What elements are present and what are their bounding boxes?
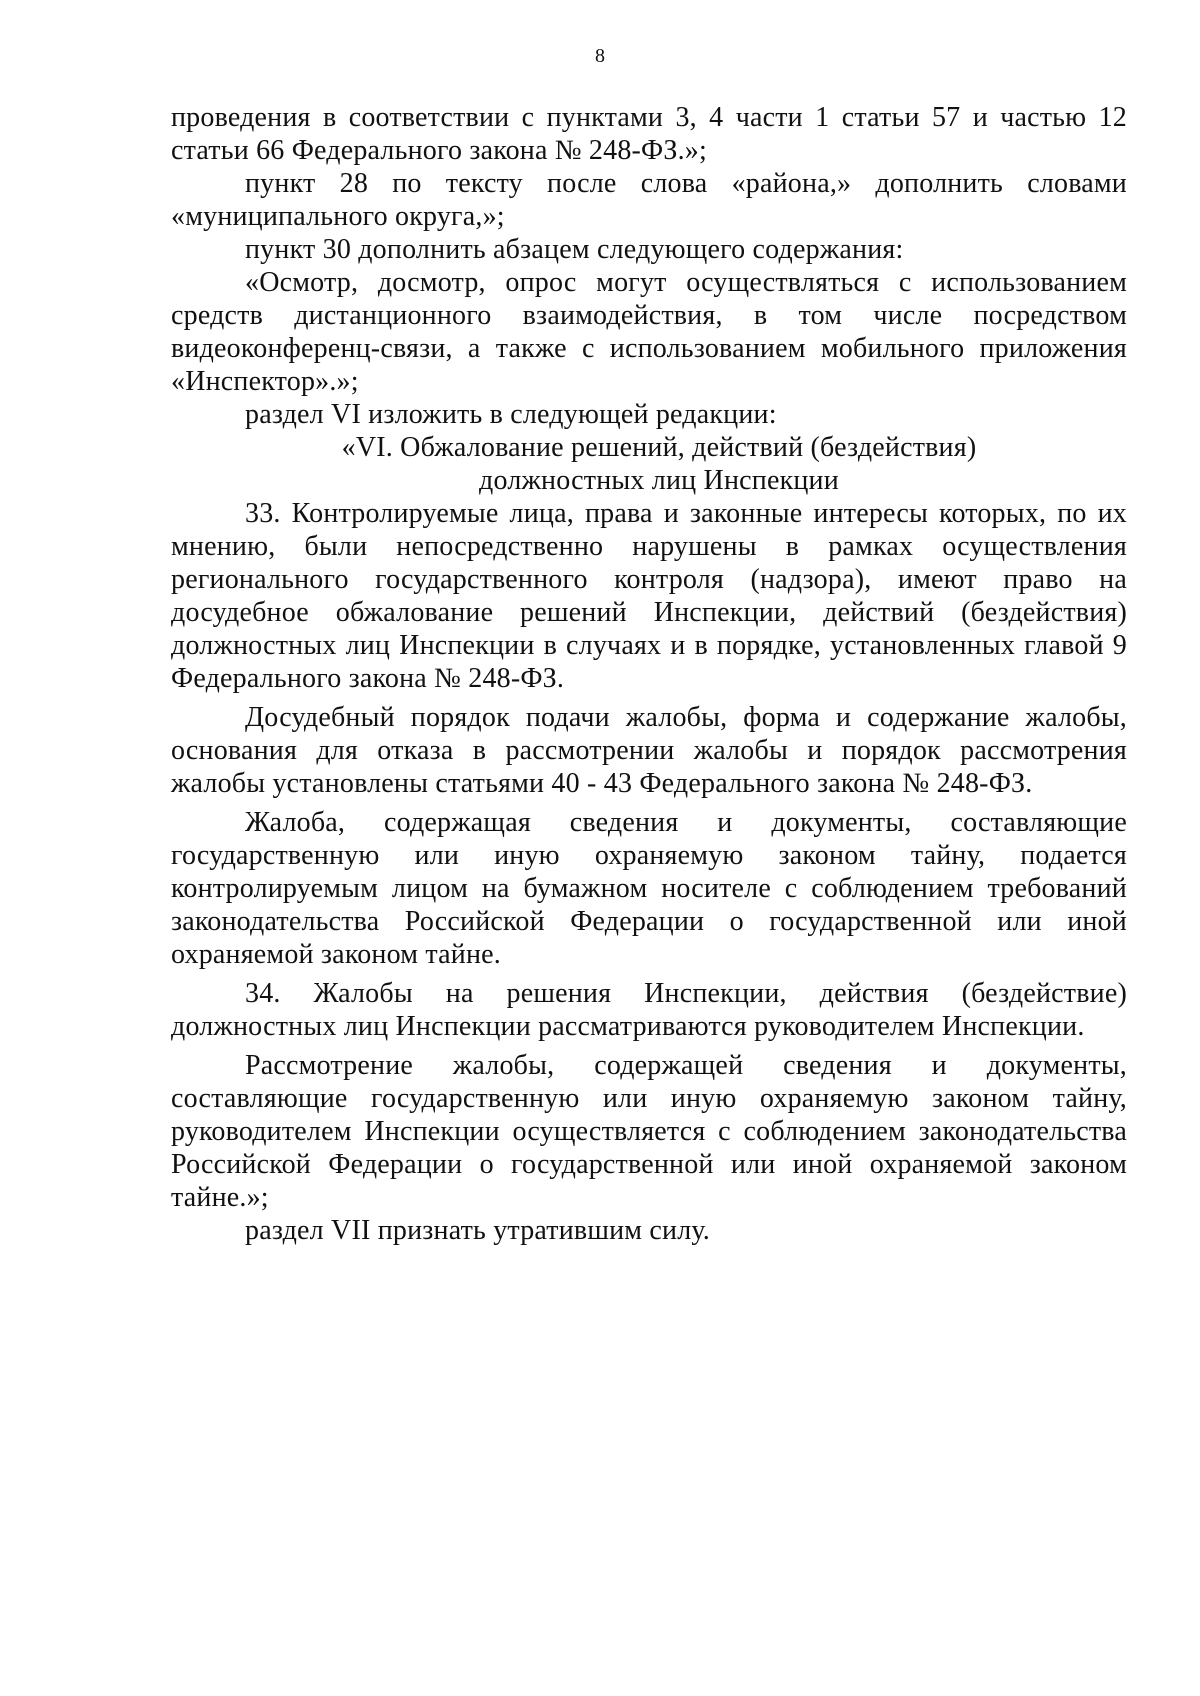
paragraph-item-30: пункт 30 дополнить абзацем следующего содержания: bbox=[245, 234, 904, 265]
paragraph-item-33: 33. Контролируемые лица, права и законные интересы которых, по их мнению, были непосредственно нарушены в рамках осуществления регионального государственного контроля (надзора), имеют право на досудебное обжалование решений Инспекции, действий (бездействия) должностных лиц Инспекции в случаях и в порядке, установленных главой 9 Федерального закона № 248-ФЗ. bbox=[171, 498, 1127, 694]
paragraph-classified-complaint: Жалоба, содержащая сведения и документы, составляющие государственную или иную охраняемую законом тайну, подается контролируемым лицом на бумажном носителе с соблюдением требований законодательства Российской Федерации о государственной или иной охраняемой законом тайне. bbox=[171, 807, 1127, 970]
section-heading-line-1: «VI. Обжалование решений, действий (бездействия) bbox=[341, 432, 977, 463]
paragraph-inspection-quote: «Осмотр, досмотр, опрос могут осуществляться с использованием средств дистанционного взаимодействия, в том числе посредством видеоконференц-связи, а также с использованием мобильного приложения «Инспектор».»; bbox=[171, 267, 1127, 397]
paragraph-section-vii: раздел VII признать утратившим силу. bbox=[245, 1215, 710, 1246]
paragraph-pre-trial-order: Досудебный порядок подачи жалобы, форма и содержание жалобы, основания для отказа в рассмотрении жалобы и порядок рассмотрения жалобы установлены статьями 40 - 43 Федерального закона № 248-ФЗ. bbox=[171, 702, 1127, 799]
document-body bbox=[171, 101, 1127, 1247]
paragraph-classified-review: Рассмотрение жалобы, содержащей сведения и документы, составляющие государственную или иную охраняемую законом тайну, руководителем Инспекции осуществляется с соблюдением законодательства Российской Федерации о государственной или иной охраняемой законом тайне.»; bbox=[171, 1050, 1127, 1213]
paragraph-item-28: пункт 28 по тексту после слова «района,» дополнить словами «муниципального округа,»; bbox=[171, 168, 1127, 232]
paragraph-item-34: 34. Жалобы на решения Инспекции, действия (бездействие) должностных лиц Инспекции рассматриваются руководителем Инспекции. bbox=[171, 978, 1127, 1042]
section-heading-line-2: должностных лиц Инспекции bbox=[479, 465, 839, 496]
paragraph-section-vi-intro: раздел VI изложить в следующей редакции: bbox=[245, 399, 777, 430]
page-number: 8 bbox=[595, 45, 605, 67]
paragraph-continuation: проведения в соответствии с пунктами 3, 4 части 1 статьи 57 и частью 12 статьи 66 Федерального закона № 248-ФЗ.»; bbox=[171, 102, 1127, 166]
